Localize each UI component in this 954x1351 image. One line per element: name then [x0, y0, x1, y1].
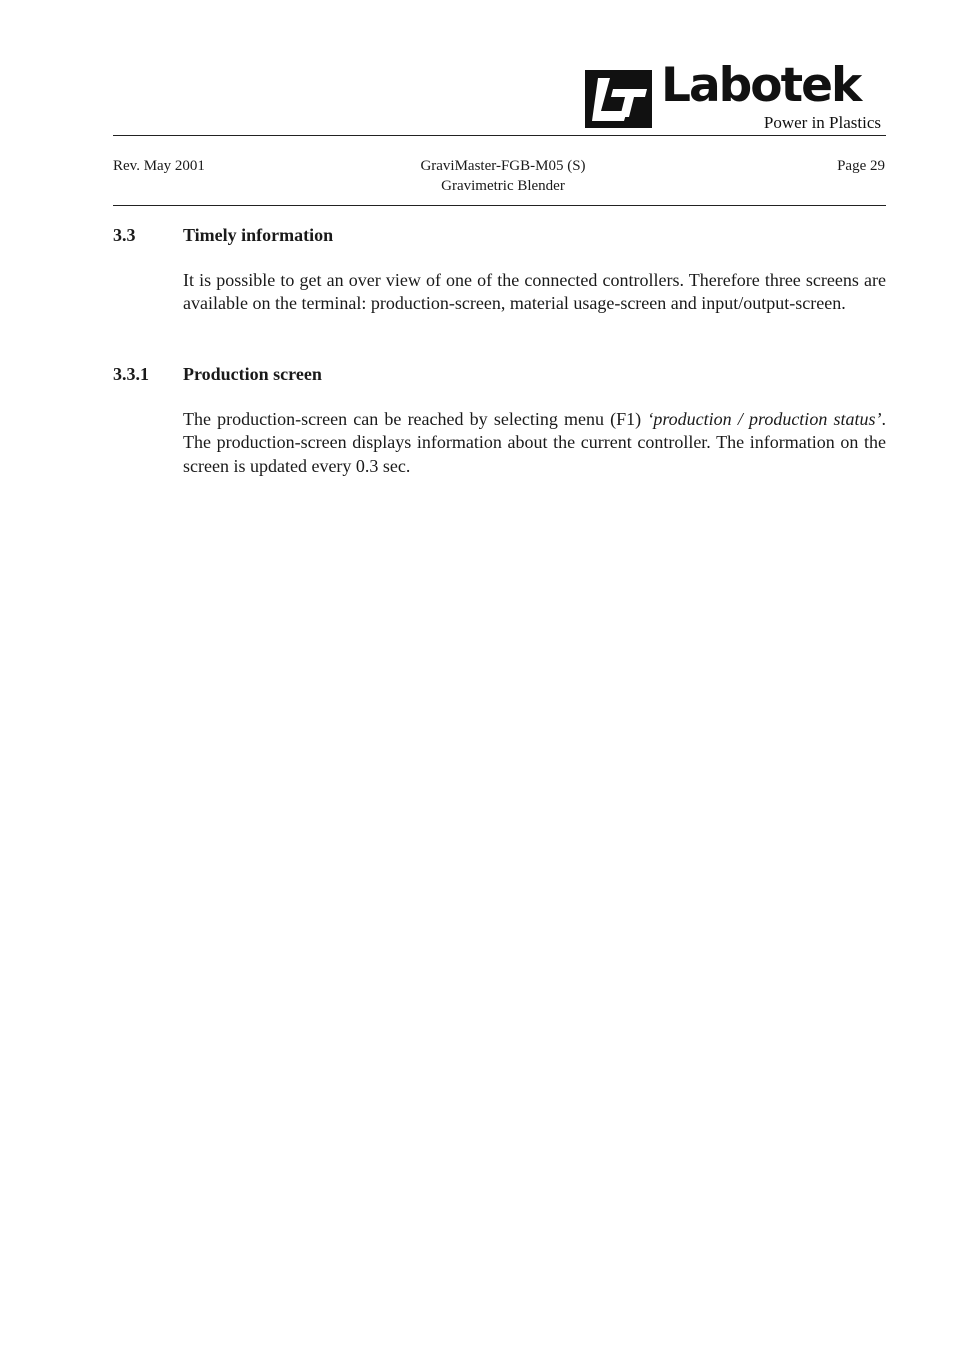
header-top-rule	[113, 135, 886, 136]
header-product: GraviMaster-FGB-M05 (S)	[420, 158, 586, 174]
header-revision: Rev. May 2001	[113, 158, 205, 174]
paragraph-text: . The production-screen displays information about the current controller. The information on the screen is updated every 0.3 sec.	[183, 409, 886, 476]
header-center	[353, 156, 653, 196]
section-paragraph: It is possible to get an over view of one of the connected controllers. Therefore three screens are available on the terminal: production-screen, material usage-screen and input/output-screen.	[183, 270, 886, 314]
section-number: 3.3	[113, 225, 136, 245]
header-bottom-rule	[113, 205, 886, 206]
labotek-logo	[585, 58, 885, 132]
labotek-logo-mark-icon	[585, 70, 652, 128]
section-title: Production screen	[183, 364, 322, 384]
header-page-number: Page 29	[837, 158, 885, 174]
section-title: Timely information	[183, 225, 334, 245]
header-subtitle: Gravimetric Blender	[441, 178, 565, 194]
section-number: 3.3.1	[113, 364, 149, 384]
brand-name: Labotek	[661, 58, 861, 113]
section-heading-3-3-1	[113, 363, 322, 385]
section-heading-3-3	[113, 224, 333, 246]
menu-path: ‘production / production status’	[647, 409, 882, 429]
brand-tagline: Power in Plastics	[763, 113, 881, 132]
paragraph-text: The production-screen can be reached by selecting menu (F1)	[183, 409, 648, 429]
section-paragraph	[183, 408, 886, 478]
